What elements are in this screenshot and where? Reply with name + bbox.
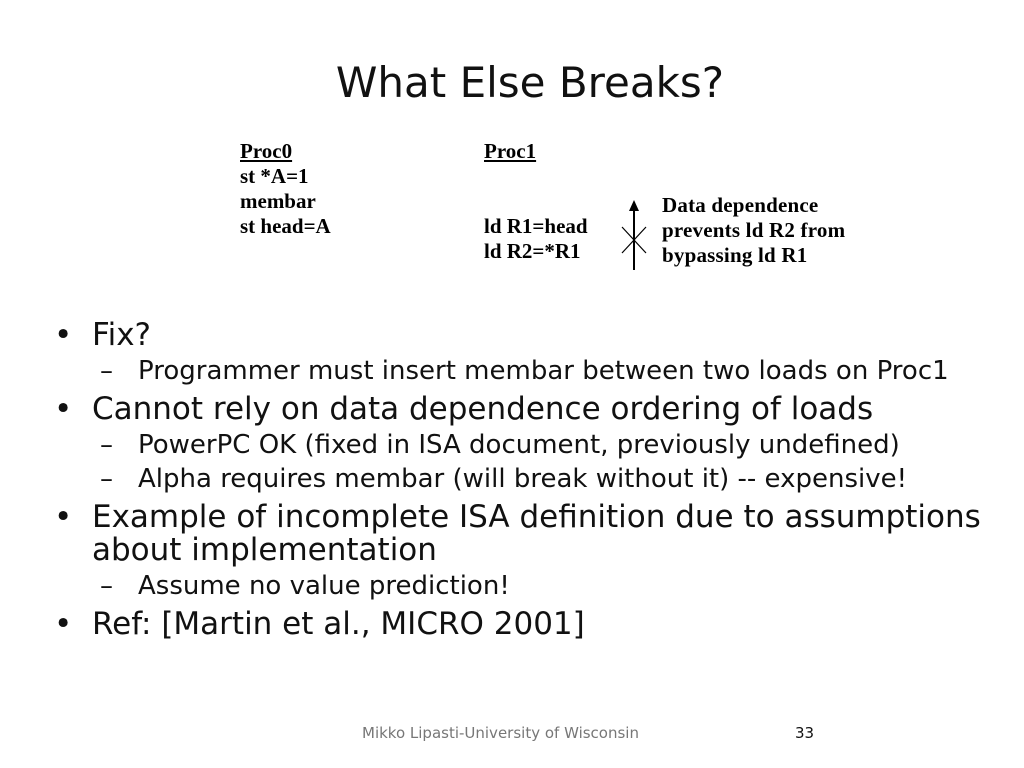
footer-author: Mikko Lipasti-University of Wisconsin <box>362 724 639 742</box>
bullet-list <box>52 312 1002 641</box>
proc1-line: ld R1=head <box>484 214 588 238</box>
sub-bullet-item: – Alpha requires membar (will break without it) -- expensive! <box>52 464 1002 494</box>
proc0-code-block <box>240 139 331 239</box>
note-line: Data dependence <box>662 193 819 217</box>
proc1-header: Proc1 <box>484 139 537 163</box>
bullet-item: • Cannot rely on data dependence ordering of loads <box>52 393 1002 426</box>
proc0-line: membar <box>240 189 316 213</box>
crossed-arrow-icon <box>618 198 654 272</box>
sub-bullet-item: – Programmer must insert membar between two loads on Proc1 <box>52 356 1002 386</box>
bullet-item: • Example of incomplete ISA definition due to assumptions about implementation <box>52 501 1002 567</box>
proc0-line: st head=A <box>240 214 331 238</box>
proc0-line: st *A=1 <box>240 164 309 188</box>
bullet-item: • Fix? <box>52 319 1002 352</box>
sub-bullet-item: – PowerPC OK (fixed in ISA document, previously undefined) <box>52 430 1002 460</box>
dependence-note <box>662 193 845 268</box>
bullet-item: • Ref: [Martin et al., MICRO 2001] <box>52 608 1002 641</box>
page-number: 33 <box>795 724 815 742</box>
proc1-code-block <box>484 139 588 264</box>
proc0-header: Proc0 <box>240 139 293 163</box>
slide-footer <box>0 722 1024 744</box>
note-line: prevents ld R2 from <box>662 218 846 242</box>
note-line: bypassing ld R1 <box>662 243 808 267</box>
sub-bullet-item: – Assume no value prediction! <box>52 571 1002 601</box>
slide-title: What Else Breaks? <box>335 58 725 107</box>
proc1-line: ld R2=*R1 <box>484 239 581 263</box>
